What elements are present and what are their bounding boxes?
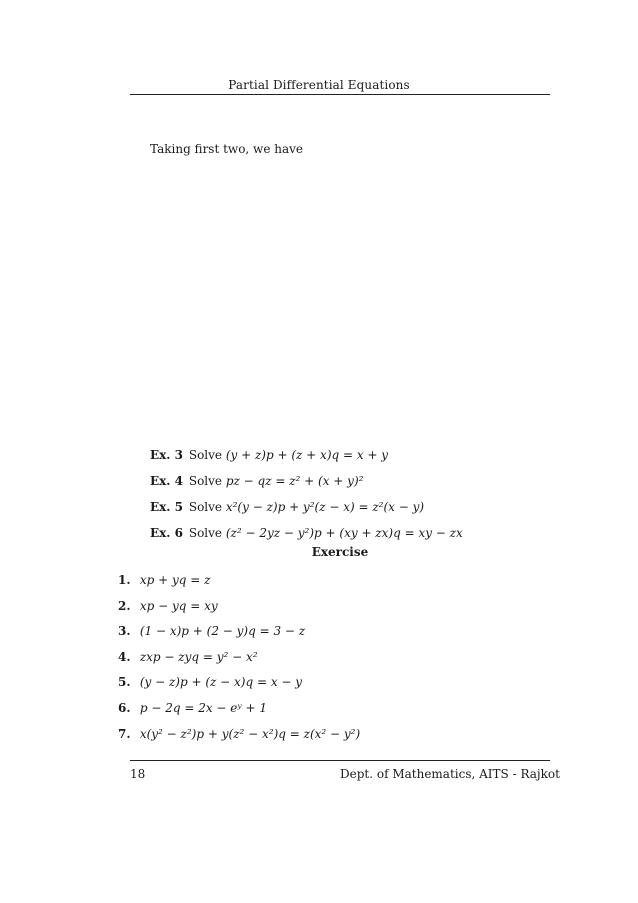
example-equation: pz − qz = z² + (x + y)²: [225, 474, 364, 488]
exercise-problem: [118, 645, 360, 671]
problem-equation: (1 − x)p + (2 − y)q = 3 − z: [139, 624, 306, 639]
exercise-problem: [118, 568, 360, 594]
example-verb: Solve: [188, 448, 223, 462]
example-tag: Ex. 3: [150, 448, 184, 462]
example-equation: (y + z)p + (z + x)q = x + y: [225, 448, 389, 462]
example-tag: Ex. 4: [150, 474, 184, 488]
example-verb: Solve: [188, 526, 223, 540]
exercise-problem: [118, 594, 360, 620]
exercise-problem: [118, 696, 360, 722]
example-equation: (z² − 2yz − y²)p + (xy + zx)q = xy − zx: [225, 526, 463, 540]
problem-number: 1.: [118, 573, 131, 587]
problem-number: 5.: [118, 675, 131, 690]
header-rule: [130, 94, 550, 95]
problem-equation: (y − z)p + (z − x)q = x − y: [139, 675, 303, 690]
exercise-problem-list: [118, 568, 360, 747]
example-item: [150, 442, 463, 468]
example-equation: x²(y − z)p + y²(z − x) = z²(x − y): [225, 500, 425, 514]
example-tag: Ex. 6: [150, 526, 184, 540]
problem-number: 3.: [118, 624, 131, 639]
example-item: [150, 468, 463, 494]
problem-equation: zxp − zyq = y² − x²: [139, 649, 258, 664]
intro-text: Taking first two, we have: [150, 142, 303, 156]
example-tag: Ex. 5: [150, 500, 184, 514]
problem-equation: xp − yq = xy: [139, 598, 218, 613]
page-number: 18: [130, 767, 146, 781]
problem-equation: xp + yq = z: [139, 573, 211, 587]
examples-list: [150, 442, 463, 546]
problem-number: 4.: [118, 649, 131, 664]
problem-number: 7.: [118, 726, 131, 741]
exercise-problem: [118, 619, 360, 645]
problem-equation: x(y² − z²)p + y(z² − x²)q = z(x² − y²): [139, 726, 361, 741]
example-item: [150, 494, 463, 520]
example-item: [150, 520, 463, 546]
problem-equation: p − 2q = 2x − eʸ + 1: [139, 700, 267, 715]
problem-number: 2.: [118, 598, 131, 613]
footer-department: Dept. of Mathematics, AITS - Rajkot: [340, 767, 560, 781]
footer-rule: [130, 760, 550, 761]
exercise-problem: [118, 722, 360, 748]
example-verb: Solve: [188, 474, 223, 488]
problem-number: 6.: [118, 700, 131, 715]
exercise-heading: Exercise: [311, 545, 369, 559]
exercise-problem: [118, 670, 360, 696]
running-header: Partial Differential Equations: [228, 78, 410, 92]
example-verb: Solve: [188, 500, 223, 514]
